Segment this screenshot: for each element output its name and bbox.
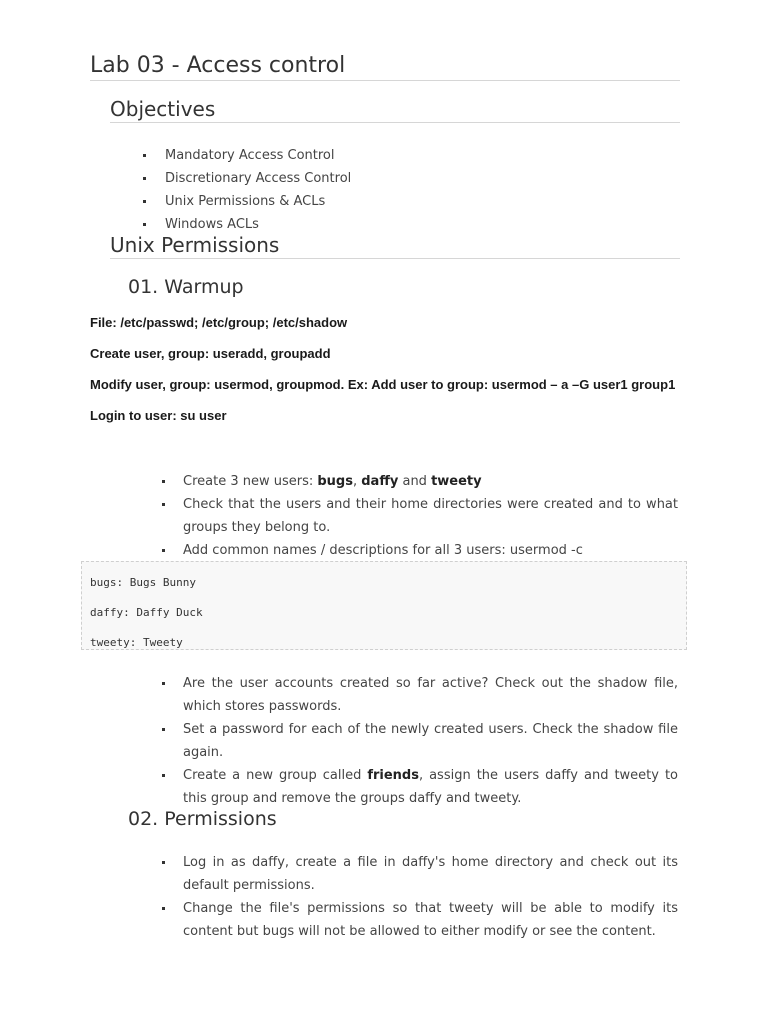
objectives-heading: Objectives (110, 96, 680, 123)
warmup-task-list-2 (160, 672, 678, 810)
permissions-task-list (160, 851, 678, 943)
list-item: Check that the users and their home directories were created and to what groups they belong to. (160, 493, 678, 539)
code-line: bugs: Bugs Bunny (90, 576, 196, 589)
warmup-line-files: File: /etc/passwd; /etc/group; /etc/shadow (90, 315, 348, 330)
list-item: Discretionary Access Control (140, 167, 351, 190)
user-bugs: bugs (317, 474, 353, 489)
page-title: Lab 03 - Access control (90, 52, 680, 81)
list-item: Create 3 new users: bugs, daffy and tweety (160, 470, 678, 493)
objectives-list (140, 144, 351, 236)
list-item: Log in as daffy, create a file in daffy's home directory and check out its default permissions. (160, 851, 678, 897)
warmup-task-list (160, 470, 678, 562)
list-item: Add common names / descriptions for all 3 users: usermod -c (160, 539, 678, 562)
user-tweety: tweety (431, 474, 482, 489)
warmup-line-modify: Modify user, group: usermod, groupmod. Ex: Add user to group: usermod – a –G user1 group1 (90, 377, 676, 392)
list-item: Are the user accounts created so far active? Check out the shadow file, which stores passwords. (160, 672, 678, 718)
list-item: Set a password for each of the newly created users. Check the shadow file again. (160, 718, 678, 764)
unix-permissions-heading: Unix Permissions (110, 232, 680, 259)
code-line: tweety: Tweety (90, 636, 183, 649)
warmup-line-create: Create user, group: useradd, groupadd (90, 346, 331, 361)
list-item: Create a new group called friends, assign the users daffy and tweety to this group and remove the groups daffy and tweety. (160, 764, 678, 810)
warmup-heading: 01. Warmup (128, 276, 244, 298)
group-friends: friends (367, 768, 419, 783)
user-daffy: daffy (361, 474, 399, 489)
code-block (81, 561, 687, 650)
list-item: Mandatory Access Control (140, 144, 351, 167)
list-item: Change the file's permissions so that tweety will be able to modify its content but bugs will not be allowed to either modify or see the content. (160, 897, 678, 943)
warmup-line-login: Login to user: su user (90, 408, 227, 423)
permissions-heading: 02. Permissions (128, 808, 277, 830)
list-item: Windows ACLs (140, 213, 351, 236)
list-item: Unix Permissions & ACLs (140, 190, 351, 213)
code-line: daffy: Daffy Duck (90, 606, 203, 619)
